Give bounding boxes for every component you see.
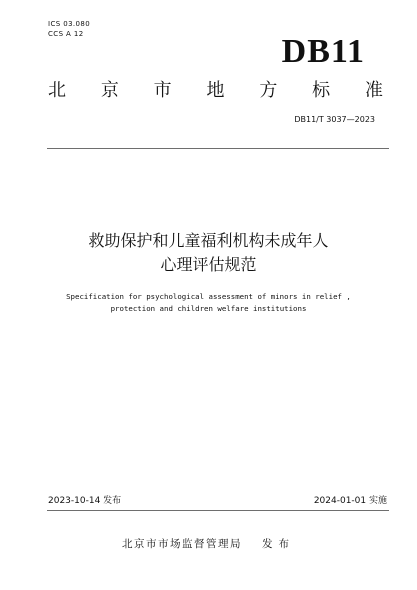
standard-type-char: 市: [153, 80, 172, 101]
standard-type-char: 京: [100, 80, 119, 101]
title-english-line: Specification for psychological assessment of minors in relief ,: [66, 292, 351, 301]
issuer-action: 发布: [262, 538, 295, 550]
title-english: [0, 291, 417, 315]
footer-divider: [47, 510, 389, 511]
title-chinese-line: 心理评估规范: [160, 255, 257, 274]
classification-codes: [48, 19, 90, 39]
implementation-date: 2024-01-01 实施: [313, 496, 387, 506]
title-chinese: [0, 229, 417, 277]
title-english-line: protection and children welfare institutions: [110, 304, 307, 313]
standard-type-char: 地: [206, 80, 225, 101]
standard-type-char: 标: [312, 80, 331, 101]
standard-type-char: 方: [259, 80, 278, 101]
issuing-authority: [0, 537, 417, 551]
title-chinese-line: 救助保护和儿童福利机构未成年人: [88, 231, 329, 250]
standard-type-char: 北: [48, 80, 66, 101]
standard-type: [48, 80, 383, 102]
issuer-organization: 北京市市场监督管理局: [122, 538, 242, 550]
standard-number: DB11/T 3037—2023: [294, 115, 375, 124]
ics-code: ICS 03.080: [48, 20, 91, 28]
release-date: 2023-10-14 发布: [48, 496, 122, 506]
standard-type-char: 准: [364, 80, 383, 101]
header-divider: [47, 148, 389, 149]
ccs-code: CCS A 12: [48, 30, 84, 38]
standard-code-logo: DB11: [281, 33, 365, 70]
